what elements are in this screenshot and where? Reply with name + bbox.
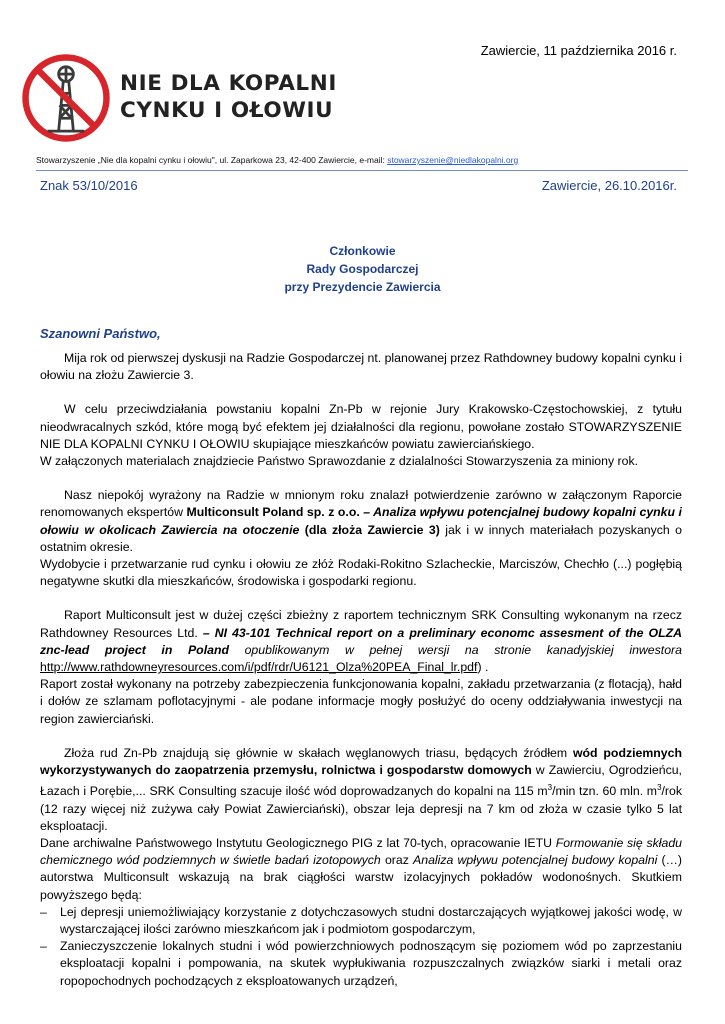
recipient-line-1: Członkowie — [329, 244, 396, 258]
brand-line-1: NIE DLA KOPALNI — [120, 71, 337, 96]
report-link[interactable]: http://www.rathdowneyresources.com/i/pdf/rdr/U6121_Olza%20PEA_Final_lr.pdf — [40, 660, 478, 675]
letter-body — [40, 350, 682, 990]
contact-line — [36, 155, 518, 165]
letter-date: Zawiercie, 26.10.2016r. — [541, 178, 677, 193]
organization-name — [120, 70, 337, 124]
header-divider — [36, 170, 688, 171]
header-dateline: Zawiercie, 11 października 2016 r. — [480, 43, 677, 58]
contact-email-link[interactable]: stowarzyszenie@niedlakopalni.org — [387, 155, 519, 165]
no-mine-logo-icon — [20, 52, 112, 144]
paragraph-2: W celu przeciwdziałania powstaniu kopalni Zn-Pb w rejonie Jury Krakowsko-Częstochowskiej, z tytułu nieodwracalnych szkód, które mogą być efektem jej działalności dla regionu, powołane zostało STOWARZYSZENIE NIE DLA KOPALNI CYNKU I OŁOWIU skupiające mieszkańców powiatu zawierciańskiego. — [40, 402, 682, 451]
paragraph-4: Nasz niepokój wyrażony na Radzie w mnionym roku znalazł potwierdzenie zarówno w załączonym Raporcie renomowanych ekspertów Multiconsult Poland sp. z o.o. – Analiza wpływu potencjalnej budowy kopalni cynku i ołowiu w okolicach Zawiercia na otoczenie (dla złoża Zawiercie 3) jak i w innych materiałach pozyskanych o ostatnim okresie. — [40, 488, 682, 554]
paragraph-3: W załączonych materialach znajdziecie Państwo Sprawozdanie z dzialalności Stowarzyszenia za miniony rok. — [40, 454, 639, 469]
consequences-list — [40, 904, 682, 990]
list-item: – Lej depresji uniemożliwiający korzystanie z dotychczasowych studni dostarczających wyjątkowej jakości wodę, w wystarczającej ilości zarówno mieszkańcom jak i podmiotom gospodarczym, — [40, 904, 682, 938]
paragraph-5: Wydobycie i przetwarzanie rud cynku i ołowiu ze złóż Rodaki-Rokitno Szlacheckie, Marciszów, Chechło (...) pogłębią negatywne skutki dla mieszkańców, środowiska i gospodarki regionu. — [40, 557, 682, 589]
paragraph-7: Raport został wykonany na potrzeby zabezpieczenia funkcjonowania kopalni, zakładu przetwarzania (z flotacją), hałd i dołów ze szlamam poflotacyjnymi - ale podane informacje mogły posłużyć do oceny oddziaływania inwestycji na region zawierciański. — [40, 677, 682, 726]
recipient-block — [0, 242, 725, 296]
reference-number: Znak 53/10/2016 — [40, 178, 138, 193]
salutation: Szanowni Państwo, — [40, 326, 161, 341]
recipient-line-2: Rady Gospodarczej — [306, 262, 419, 276]
brand-line-2: CYNKU I OŁOWIU — [120, 98, 334, 123]
paragraph-6: Raport Multiconsult jest w dużej części zbieżny z raportem technicznym SRK Consulting wykonanym na rzecz Rathdowney Resources Ltd. – NI 43-101 Technical report on a preliminary economc assesment of the OLZA znc-lead project in Poland opublikowanym w pełnej wersji na stronie kanadyjskiej inwestora http://www.rathdowneyresources.com/i/pdf/rdr/U6121_Olza%20PEA_Final_lr.pdf) . — [40, 608, 682, 675]
paragraph-8: Złoża rud Zn-Pb znajdują się głównie w skałach węglanowych triasu, będących źródłem wód podziemnych wykorzystywanych do zaopatrzenia przemysłu, rolnictwa i gospodarstw domowych w Zawierciu, Ogrodzieńcu, Łazach i Porębie,... SRK Consulting szacuje ilość wód doprowadzanych do kopalni na 115 $m^3/\min$ tzn. 60 mln. $m^3$/rok (12 razy więcej niż zużywa cały Powiat Zawierciański), obszar leja depresji na 7 km od złoża w czasie tylko 5 lat eksploatacji. — [40, 745, 683, 833]
paragraph-1: Mija rok od pierwszej dyskusji na Radzie Gospodarczej nt. planowanej przez Rathdowney budowy kopalni cynku i ołowiu na złożu Zawiercie 3. — [40, 351, 682, 383]
paragraph-9: Dane archiwalne Państwowego Instytutu Geologicznego PIG z lat 70-tych, opracowanie IETU Formowanie się składu chemicznego wód podziemnych w świetle badań izotopowych oraz Analiza wpływu potencjalnej budowy kopalni (…) autorstwa Multiconsult wskazują na brak ciągłości warstw izolacyjnych pokładów wodonośnych. Skutkiem powyższego będą: — [40, 835, 682, 902]
list-item: – Zanieczyszczenie lokalnych studni i wód powierzchniowych podnoszącym się poziomem wód po zaprzestaniu eksploatacji kopalni i pompowania, na skutek wypłukiwania rozpuszczalnych związków siarki i metali oraz ropopochodnych pochodzących z eksploatowanych urządzeń, — [40, 938, 682, 990]
recipient-line-3: przy Prezydencie Zawiercia — [284, 280, 441, 294]
contact-text: Stowarzyszenie „Nie dla kopalni cynku i ołowiu", ul. Zaparkowa 23, 42-400 Zawiercie, e-mail: — [36, 155, 388, 165]
